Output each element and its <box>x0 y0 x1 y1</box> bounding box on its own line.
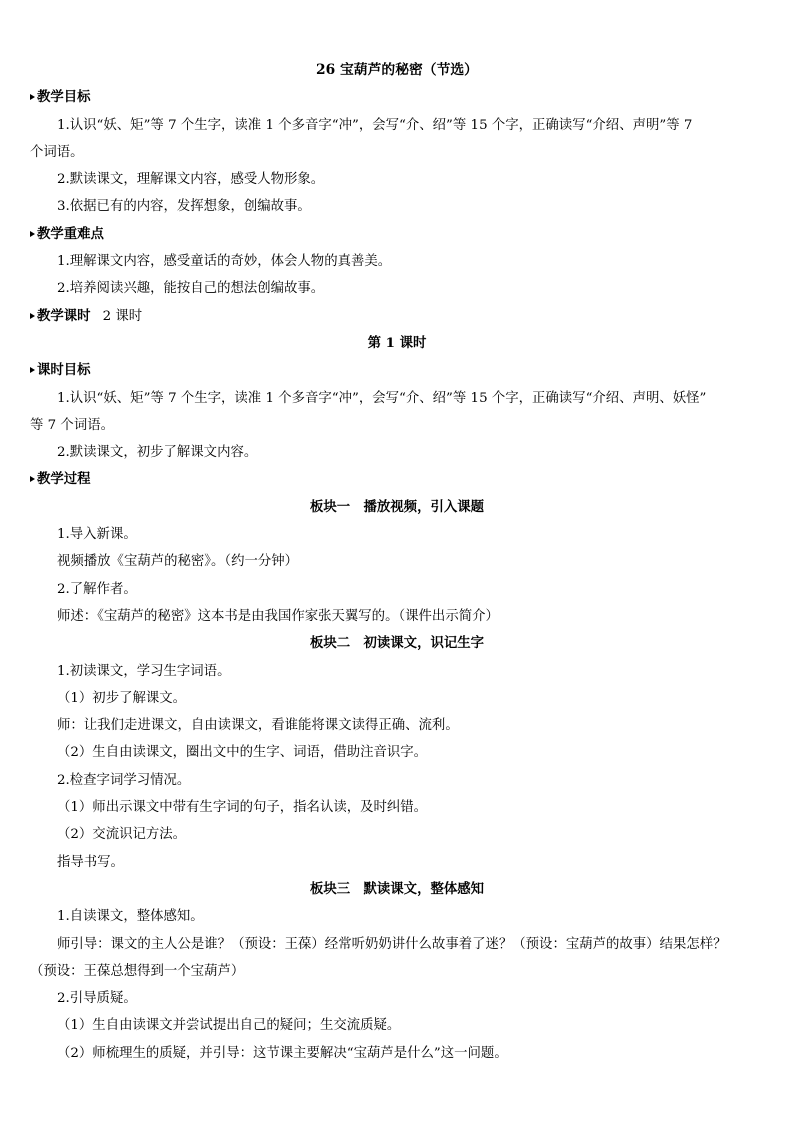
triangle-bullet-icon <box>30 313 35 319</box>
triangle-bullet-icon <box>30 94 35 100</box>
goal-item: 1.认识“妖、矩”等 7 个生字，读准 1 个多音字“冲”，会写“介、绍”等 15 个字，正确读写“介绍、声明”等 7 <box>57 117 693 133</box>
block3-title: 板块三 默读课文，整体感知 <box>309 880 485 897</box>
triangle-bullet-icon <box>30 231 35 237</box>
block2-item: 1.初读课文，学习生字词语。 <box>57 663 231 679</box>
block1-item: 视频播放《宝葫芦的秘密》。（约一分钟） <box>57 554 299 570</box>
goal-item: 2.默读课文，理解课文内容，感受人物形象。 <box>57 172 325 188</box>
lesson-title: 第 1 课时 <box>367 334 427 351</box>
goal-item: 3.依据已有的内容，发挥想象，创编故事。 <box>57 199 311 215</box>
triangle-bullet-icon <box>30 476 35 482</box>
triangle-bullet-icon <box>30 367 35 373</box>
block3-item: 1.自读课文，整体感知。 <box>57 909 204 925</box>
block2-item: 师：让我们走进课文，自由读课文，看谁能将课文读得正确、流利。 <box>57 718 459 734</box>
block2-item: （2）生自由读课文，圈出文中的生字、词语，借助注音识字。 <box>57 745 428 761</box>
process-heading: 教学过程 <box>30 466 764 493</box>
block1-title: 板块一 播放视频，引入课题 <box>309 498 485 515</box>
block2-item: （2）交流识记方法。 <box>57 827 187 843</box>
block1-item: 师述：《宝葫芦的秘密》这本书是由我国作家张天翼写的。（课件出示简介） <box>57 608 499 624</box>
lesson-goal-item-continued: 等 7 个词语。 <box>30 417 114 433</box>
class-hours-value: 2 课时 <box>102 308 143 324</box>
block3-item: 2.引导质疑。 <box>57 991 137 1007</box>
document-title: 26 宝葫芦的秘密（节选） <box>316 62 478 78</box>
block1-item: 1.导入新课。 <box>57 527 137 543</box>
block1-item: 2.了解作者。 <box>57 581 137 597</box>
block3-item-continued: （预设：王葆总想得到一个宝葫芦） <box>30 963 245 979</box>
block2-title: 板块二 初读课文，识记生字 <box>309 635 485 652</box>
block2-item: （1）师出示课文中带有生字词的句子，指名认读，及时纠错。 <box>57 800 428 816</box>
goals-heading: 教学目标 <box>30 84 764 111</box>
key-points-heading: 教学重难点 <box>30 221 764 248</box>
key-point-item: 1.理解课文内容，感受童话的奇妙，体会人物的真善美。 <box>57 254 392 270</box>
key-point-item: 2.培养阅读兴趣，能按自己的想法创编故事。 <box>57 281 325 297</box>
block2-item: （1）初步了解课文。 <box>57 690 187 706</box>
block2-item: 2.检查字词学习情况。 <box>57 772 191 788</box>
lesson-goal-item: 1.认识“妖、矩”等 7 个生字，读准 1 个多音字“冲”，会写“介、绍”等 15 个字，正确读写“介绍、声明、妖怪” <box>57 390 707 406</box>
block3-item: 师引导：课文的主人公是谁？（预设：王葆）经常听奶奶讲什么故事着了迷？（预设：宝葫芦的故事）结果怎样？ <box>57 936 727 952</box>
lesson-goal-item: 2.默读课文，初步了解课文内容。 <box>57 445 258 461</box>
lesson-goals-heading: 课时目标 <box>30 357 764 384</box>
class-hours-heading: 教学课时 2 课时 <box>30 303 764 330</box>
block3-item: （2）师梳理生的质疑，并引导：这节课主要解决“宝葫芦是什么”这一问题。 <box>57 1045 508 1061</box>
block2-item: 指导书写。 <box>57 854 124 870</box>
block3-item: （1）生自由读课文并尝试提出自己的疑问；生交流质疑。 <box>57 1018 401 1034</box>
goal-item-continued: 个词语。 <box>30 144 84 160</box>
